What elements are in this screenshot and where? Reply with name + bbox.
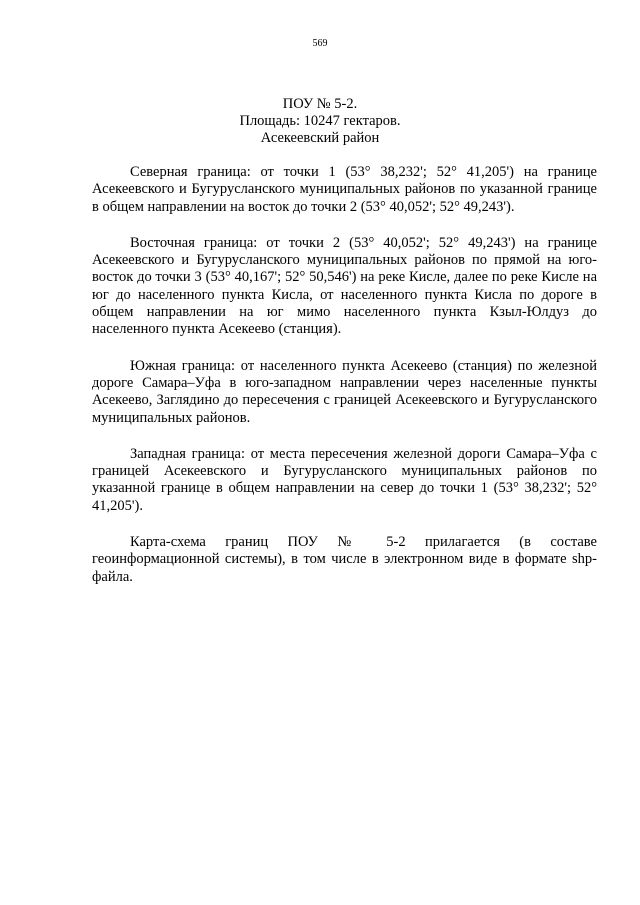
header-area: Площадь: 10247 гектаров.	[239, 113, 401, 129]
paragraph-north-boundary: Северная граница: от точки 1 (53° 38,232'; 52° 41,205') на границе Асекеевского и Бугурусланского муниципальных районов по указанной границе в общем направлении на восток до точки 2 (53° 40,052'; 52° 49,243').	[92, 164, 597, 215]
page-number: 569	[312, 38, 328, 49]
header-district: Асекеевский район	[260, 130, 380, 146]
paragraph-west-boundary: Западная граница: от места пересечения железной дороги Самара–Уфа с границей Асекеевского и Бугурусланского муниципальных районов по указанной границе в общем направлении на север до точки 1 (53° 38,232'; 52° 41,205').	[92, 445, 597, 514]
document-body	[92, 164, 597, 605]
document-header	[0, 96, 640, 147]
header-title: ПОУ № 5-2.	[282, 96, 358, 112]
paragraph-east-boundary: Восточная граница: от точки 2 (53° 40,052'; 52° 49,243') на границе Асекеевского и Бугурусланского муниципальных районов по прямой на юго-восток до точки 3 (53° 40,167'; 52° 50,546') на реке Кисле, далее по реке Кисле на юг до населенного пункта Кисла, от населенного пункта Кисла по дороге в общем направлении на юг мимо населенного пункта Кзыл-Юлдуз до населенного пункта Асекеево (станция).	[92, 234, 597, 338]
paragraph-map-note: Карта-схема границ ПОУ № 5-2 прилагается (в составе геоинформационной системы), в том числе в электронном виде в формате shp-файла.	[92, 534, 597, 585]
paragraph-south-boundary: Южная граница: от населенного пункта Асекеево (станция) по железной дороге Самара–Уфа в юго-западном направлении через населенные пункты Асекеево, Заглядино до пересечения с границей Асекеевского и Бугурусланского муниципальных районов.	[92, 357, 597, 426]
